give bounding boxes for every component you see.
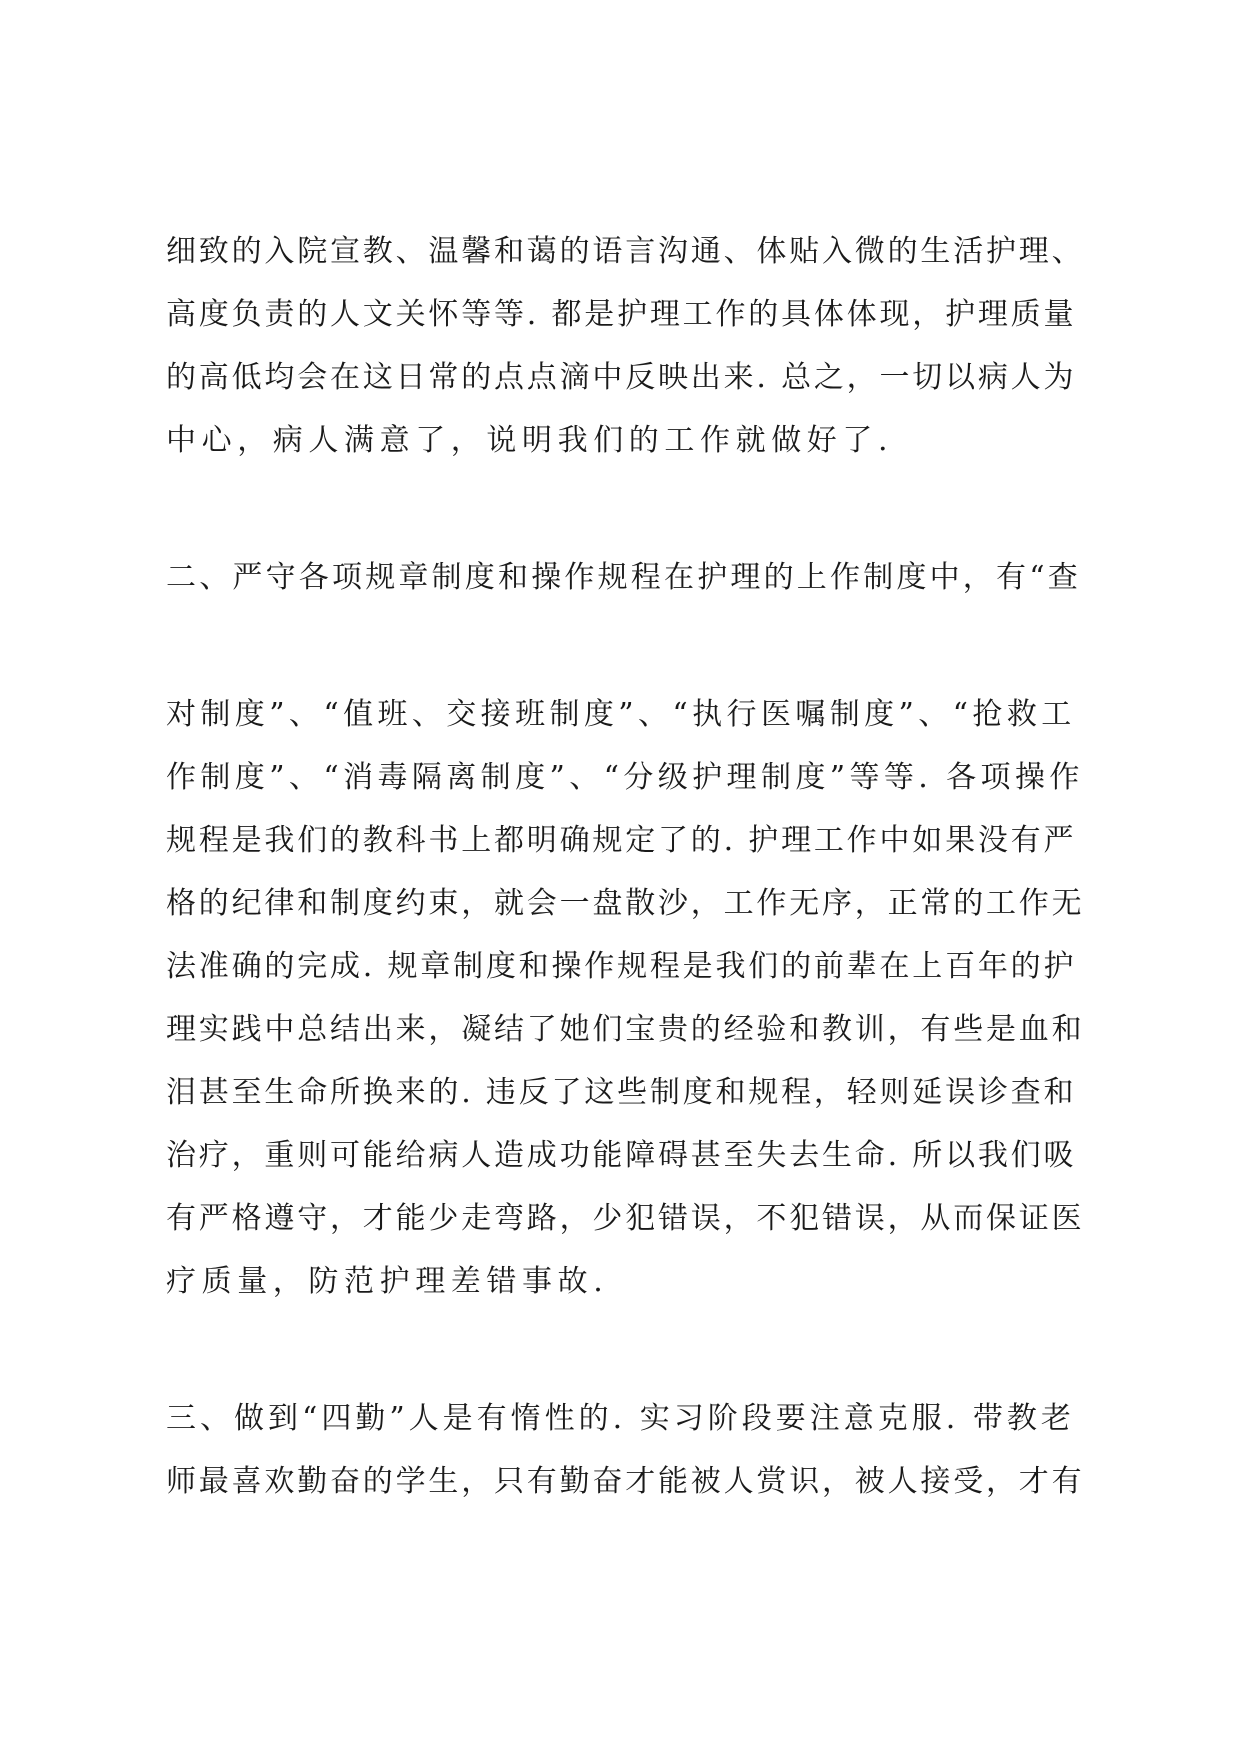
paragraph-line: 规程是我们的教科书上都明确规定了的. 护理工作中如果没有严 bbox=[166, 823, 1077, 858]
paragraph-line: 二、严守各项规章制度和操作规程在护理的上作制度中，有“查 bbox=[166, 560, 1081, 595]
paragraph-line: 细致的入院宣教、温馨和蔼的语言沟通、体贴入微的生活护理、 bbox=[166, 234, 1085, 269]
paragraph-line: 的高低均会在这日常的点点滴中反映出来. 总之，一切以病人为 bbox=[166, 360, 1077, 395]
paragraph-line: 治疗，重则可能给病人造成功能障碍甚至失去生命. 所以我们吸 bbox=[166, 1138, 1077, 1173]
paragraph-line: 格的纪律和制度约束，就会一盘散沙，工作无序，正常的工作无 bbox=[166, 886, 1085, 921]
paragraph-line: 疗质量，防范护理差错事故. bbox=[166, 1264, 609, 1299]
paragraph-line: 法准确的完成. 规章制度和操作规程是我们的前辈在上百年的护 bbox=[166, 949, 1077, 984]
paragraph-line: 有严格遵守，才能少走弯路，少犯错误，不犯错误，从而保证医 bbox=[166, 1201, 1085, 1236]
paragraph-line: 三、做到“四勤”人是有惰性的. 实习阶段要注意克服. 带教老 bbox=[166, 1401, 1075, 1436]
paragraph-line: 师最喜欢勤奋的学生，只有勤奋才能被人赏识，被人接受，才有 bbox=[166, 1464, 1085, 1499]
paragraph-line: 对制度”、“值班、交接班制度”、“执行医嘱制度”、“抢救工 bbox=[166, 697, 1076, 732]
paragraph-line: 高度负责的人文关怀等等. 都是护理工作的具体体现，护理质量 bbox=[166, 297, 1077, 332]
paragraph-line: 作制度”、“消毒隔离制度”、“分级护理制度”等等. 各项操作 bbox=[166, 760, 1084, 795]
paragraph-line: 泪甚至生命所换来的. 违反了这些制度和规程，轻则延误诊查和 bbox=[166, 1075, 1077, 1110]
paragraph-line: 理实践中总结出来，凝结了她们宝贵的经验和教训，有些是血和 bbox=[166, 1012, 1085, 1047]
paragraph-line: 中心，病人满意了，说明我们的工作就做好了. bbox=[166, 423, 894, 458]
